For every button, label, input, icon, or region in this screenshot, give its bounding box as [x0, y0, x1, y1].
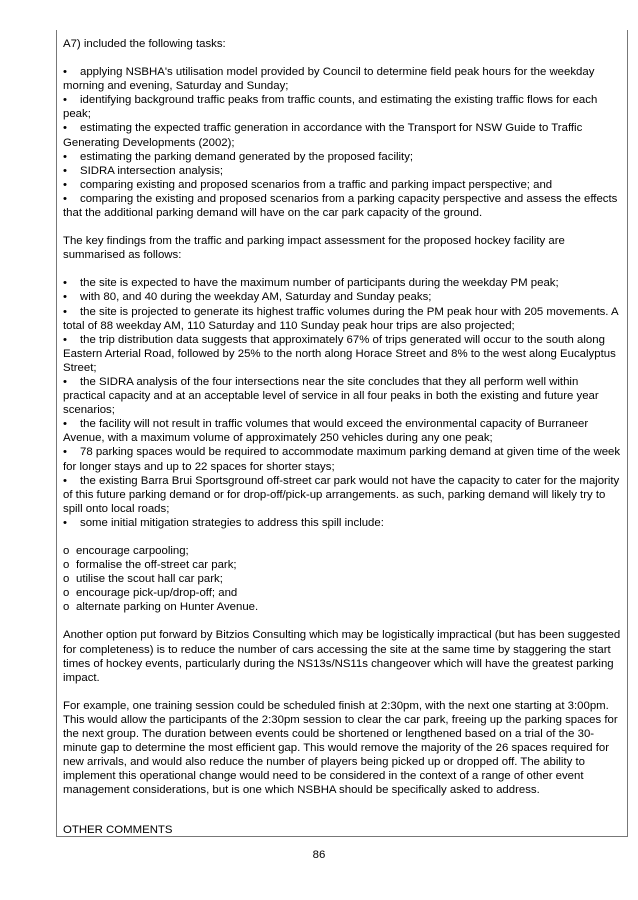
strategy-item-text: alternate parking on Hunter Avenue. — [76, 601, 259, 614]
paragraph-option: Another option put forward by Bitzios Consulting which may be logistically impractical (but has been suggested for completeness) is to reduce the number of cars accessing the site at the same time by staggering the start times of hockey events, particularly during the NS13s/NS11s changeover which will have the greatest parking impact. — [63, 629, 621, 684]
task-item-text: applying NSBHA's utilisation model provided by Council to determine field peak hours for the weekday morning and evening, Saturday and Sunday; — [63, 66, 595, 93]
document-body — [63, 37, 621, 798]
bullet-icon: • — [63, 122, 67, 135]
task-item-text: SIDRA intersection analysis; — [80, 164, 224, 177]
strategies-list — [63, 544, 621, 614]
task-item — [63, 93, 621, 121]
bullet-icon: • — [63, 375, 67, 388]
finding-item — [63, 375, 621, 417]
finding-item — [63, 333, 621, 375]
finding-item-text: with 80, and 40 during the weekday AM, Saturday and Sunday peaks; — [80, 291, 432, 304]
bullet-icon: • — [63, 418, 67, 431]
task-item-text: comparing existing and proposed scenarios from a traffic and parking impact perspective; and — [80, 178, 553, 191]
bullet-icon: • — [63, 333, 67, 346]
task-item-text: comparing the existing and proposed scenarios from a parking capacity perspective and assess the effects that the additional parking demand will have on the car park capacity of the ground. — [63, 192, 618, 220]
page-number: 86 — [312, 849, 326, 861]
bullet-icon: • — [63, 291, 67, 304]
task-item-text: estimating the expected traffic generation in accordance with the Transport for NSW Guide to Traffic Generating Developments (2002); — [63, 122, 583, 149]
finding-item — [63, 474, 621, 516]
bullet-icon: • — [63, 516, 67, 529]
finding-item-text: the site is projected to generate its highest traffic volumes during the PM peak hour with 205 movements. A total of 88 weekday AM, 110 Saturday and 110 Sunday peak hour trips are also projected; — [63, 305, 618, 332]
bullet-icon: • — [63, 94, 67, 107]
task-item — [63, 164, 621, 178]
findings-list — [63, 276, 621, 530]
paragraph-example: For example, one training session could be scheduled finish at 2:30pm, with the next one starting at 3:00pm. This would allow the participants of the 2:30pm session to clear the car park, freeing up the parking spaces for the next group. The duration between events could be shortened or lengthened based on a trial of the 30-minute gap to determine the most efficient gap. This would remove the majority of the 26 spaces required for new arrivals, and would also reduce the number of players being picked up or dropped off. The ability to implement this operational change would need to be considered in the context of a range of other event management considerations, but is one which NSBHA should be specifically asked to address. — [63, 699, 618, 797]
finding-item-text: the site is expected to have the maximum number of participants during the weekday PM peak; — [80, 277, 559, 290]
strategy-item-text: formalise the off-street car park; — [76, 559, 237, 572]
task-item — [63, 150, 621, 164]
task-item-text: identifying background traffic peaks from traffic counts, and estimating the existing traffic flows for each peak; — [63, 94, 598, 121]
sub-bullet-icon: o — [63, 587, 70, 600]
finding-item — [63, 445, 621, 473]
strategy-item-text: encourage pick-up/drop-off; and — [76, 587, 238, 600]
finding-item-text: some initial mitigation strategies to address this spill include: — [80, 516, 384, 529]
strategy-item — [63, 572, 621, 586]
task-item — [63, 178, 621, 192]
bullet-icon: • — [63, 474, 67, 487]
bullet-icon: • — [63, 305, 67, 318]
intro-line: A7) included the following tasks: — [63, 38, 226, 50]
section-heading: OTHER COMMENTS — [63, 824, 173, 836]
strategy-item-text: encourage carpooling; — [76, 545, 189, 557]
bullet-icon: • — [63, 446, 67, 459]
finding-item-text: the existing Barra Brui Sportsground off-street car park would not have the capacity to cater for the majority of this future parking demand or for drop-off/pick-up arrangements. as such, parking demand will likely try to spill onto local roads; — [63, 474, 620, 515]
finding-item — [63, 290, 621, 304]
strategy-item — [63, 600, 621, 614]
sub-bullet-icon: o — [63, 559, 70, 572]
finding-item-text: 78 parking spaces would be required to accommodate maximum parking demand at given time of the week for longer stays and up to 22 spaces for shorter stays; — [63, 446, 621, 473]
task-item-text: estimating the parking demand generated by the proposed facility; — [80, 150, 414, 163]
strategy-item — [63, 558, 621, 572]
bullet-icon: • — [63, 150, 67, 163]
tasks-list — [63, 65, 621, 220]
finding-item — [63, 417, 621, 445]
strategy-item-text: utilise the scout hall car park; — [76, 573, 223, 586]
finding-item — [63, 516, 621, 530]
sub-bullet-icon: o — [63, 573, 70, 586]
task-item — [63, 192, 621, 220]
strategy-item — [63, 544, 621, 558]
bullet-icon: • — [63, 164, 67, 177]
sub-bullet-icon: o — [63, 601, 70, 614]
finding-item — [63, 276, 621, 290]
task-item — [63, 121, 621, 149]
findings-intro: The key findings from the traffic and parking impact assessment for the proposed hockey facility are summarised as follows: — [63, 235, 565, 262]
bullet-icon: • — [63, 178, 67, 191]
finding-item-text: the trip distribution data suggests that approximately 67% of trips generated will occur to the south along Eastern Arterial Road, followed by 25% to the north along Horace Street and 8% to the west along Eucalyptus Street; — [63, 333, 616, 374]
sub-bullet-icon: o — [63, 545, 70, 557]
task-item — [63, 65, 621, 93]
finding-item-text: the facility will not result in traffic volumes that would exceed the environmental capacity of Burraneer Avenue, with a maximum volume of approximately 250 vehicles during any one peak; — [63, 418, 589, 445]
bullet-icon: • — [63, 277, 67, 290]
bullet-icon: • — [63, 66, 67, 79]
finding-item — [63, 305, 621, 333]
bullet-icon: • — [63, 192, 67, 205]
strategy-item — [63, 586, 621, 600]
finding-item-text: the SIDRA analysis of the four intersections near the site concludes that they all perform well within practical capacity and at an acceptable level of service in all four peaks in both the existing and future year scenarios; — [63, 375, 599, 417]
